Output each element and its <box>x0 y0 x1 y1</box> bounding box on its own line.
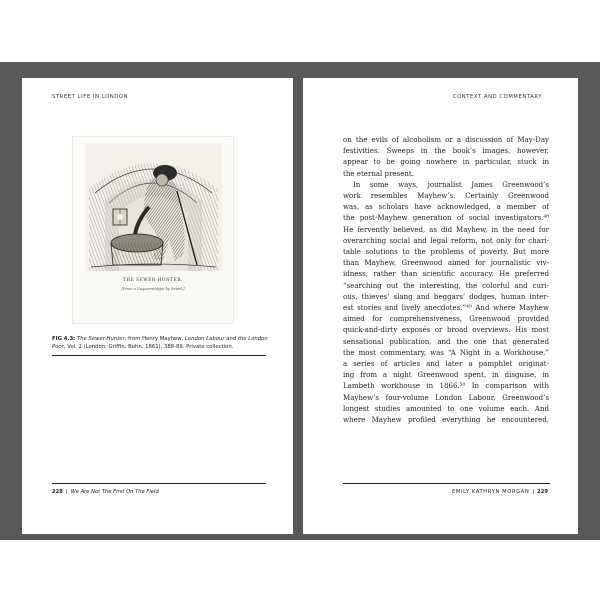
figure-caption <box>52 336 272 351</box>
text-line: ous, thieves’ slang and beggars’ dodges, human inter- <box>343 291 549 301</box>
author-name: EMILY KATHRYN MORGAN <box>451 489 530 495</box>
caption-text-2: , Vol. 2 (London: Griffin, Bohn, 1861), 388-89. Private collection. <box>63 343 234 350</box>
text-line: idness, rather than scientific accuracy. He preferred <box>343 269 549 279</box>
text-line: was, as scholars have acknowledged, a member of <box>343 202 549 212</box>
page-number-left: 228 <box>52 489 63 495</box>
text-line: appear to be going nowhere in particular, stuck in <box>343 157 549 167</box>
text-line: table solutions to the problems of poverty. But more <box>343 247 549 257</box>
footer-rule-left <box>52 483 266 484</box>
running-head-left: STREET LIFE IN LONDON <box>52 94 129 100</box>
text-line: est stories and lively anecdotes.”⁴⁹ And where Mayhew <box>343 303 549 313</box>
text-line: Mayhew’s four-volume London Labour, Greenwood’s <box>343 392 549 402</box>
left-page <box>22 78 293 534</box>
folio-separator-right: | <box>532 489 535 495</box>
text-line: sensational publication, and the one that generated <box>343 336 549 346</box>
caption-rule <box>52 355 266 356</box>
text-line: the post-Mayhew generation of social investigators.⁴⁸ <box>343 213 549 223</box>
figure-plate <box>72 136 234 324</box>
folio-separator-left: | <box>65 489 68 495</box>
book-title: We Are Not The First On The Field <box>70 489 159 495</box>
text-line: than Mayhew, Greenwood aimed for journalistic viv- <box>343 258 549 268</box>
text-line: In some ways, journalist James Greenwood’s <box>353 179 549 189</box>
caption-text-1: , from Henry Mayhew, <box>124 336 185 342</box>
body-text <box>343 134 549 425</box>
text-line: overarching social and legal reform, not only for chari- <box>343 235 549 245</box>
text-line: festivities. Sweeps in the book’s images, however, <box>343 146 549 156</box>
text-line: the most commentary, was “A Night in a Workhouse,” <box>343 347 549 357</box>
text-line: on the evils of alcoholism or a discussion of May-Day <box>343 135 549 144</box>
text-line: a series of articles and later a pamphlet originat- <box>343 359 549 369</box>
text-line: longest studies amounted to one volume each. And <box>343 403 549 413</box>
page-number-right: 229 <box>537 489 548 495</box>
plate-title: THE SEWER-HUNTER. <box>122 277 184 282</box>
caption-book: London Labour and the London Poor <box>52 336 268 350</box>
caption-title: The Sewer-Hunter <box>76 336 125 342</box>
folio-left <box>52 489 159 495</box>
running-head-right: CONTEXT AND COMMENTARY <box>452 94 542 100</box>
right-page <box>303 78 578 534</box>
text-line: ing from a night Greenwood spent, in disguise, in <box>343 370 549 380</box>
text-line: Lambeth workhouse in 1866.⁵⁰ In comparison with <box>343 381 549 391</box>
text-line: quick-and-dirty exposés or broad overviews. His most <box>343 325 549 335</box>
folio-right <box>452 489 548 495</box>
text-line: the eternal present. <box>343 168 415 178</box>
text-line: work resembles Mayhew’s. Certainly Greenwood <box>343 191 549 201</box>
plate-credit: [From a Daguerreotype by Beard.] <box>121 287 185 291</box>
text-line: aimed for comprehensiveness, Greenwood provided <box>343 314 549 324</box>
footer-rule-right <box>343 483 550 484</box>
text-line: “searching out the interesting, the colorful and curi- <box>343 280 549 290</box>
text-line: where Mayhew profiled everything he encountered, <box>343 415 549 425</box>
caption-label: FIG 4.3: <box>52 336 76 342</box>
text-line: He fervently believed, as did Mayhew, in the need for <box>343 224 549 234</box>
sewer-hunter-engraving <box>85 143 222 271</box>
